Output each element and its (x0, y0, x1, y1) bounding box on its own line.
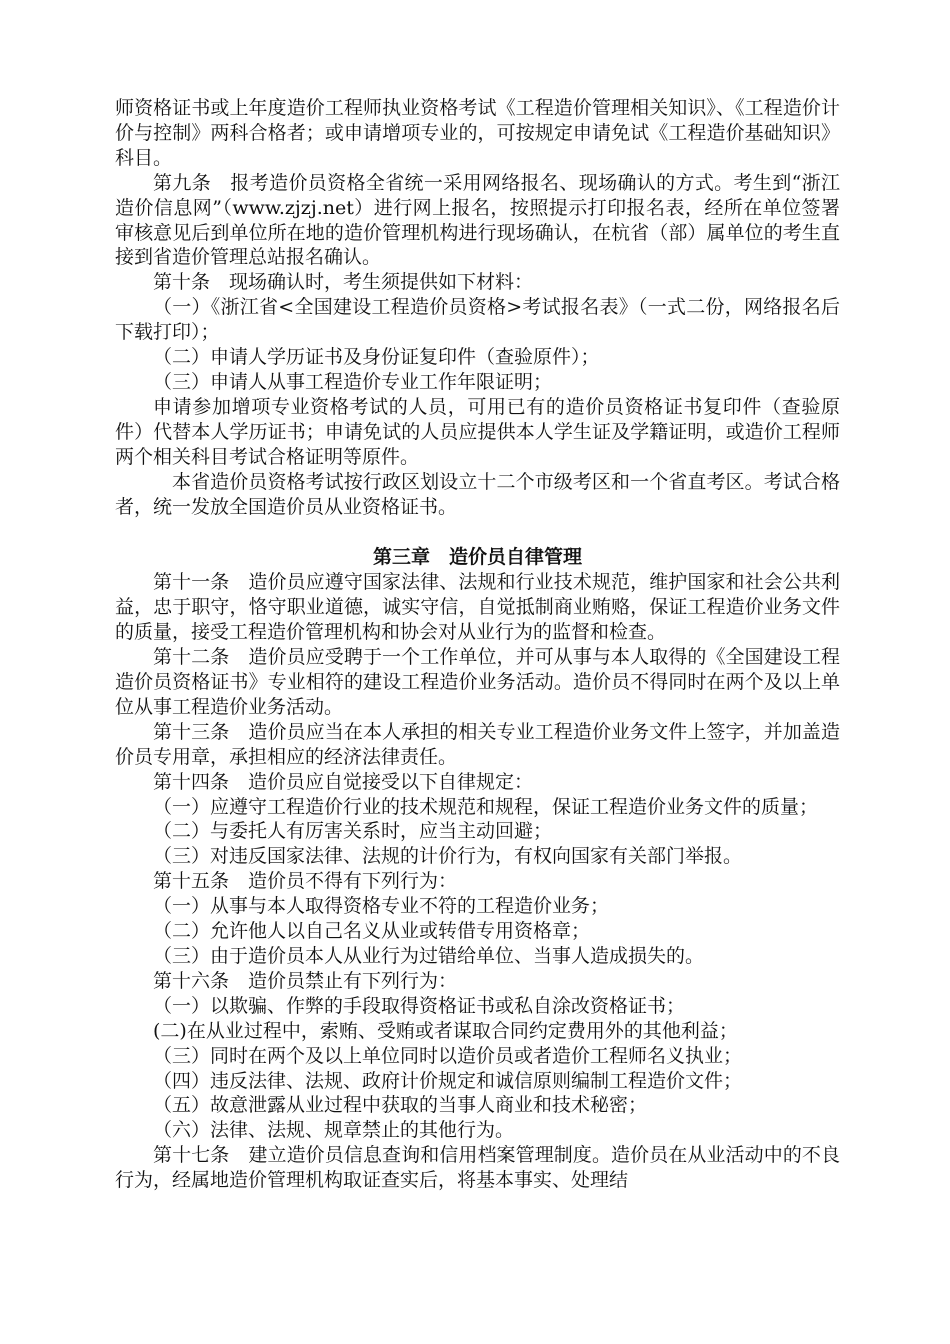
article-16: 第十六条 造价员禁止有下列行为： (153, 969, 458, 992)
article-10-item-3: （三）申请人从事工程造价专业工作年限证明； (153, 370, 553, 393)
article-9: 第九条 报考造价员资格全省统一采用网络报名、现场确认的方式。考生到“浙江造价信息网”（www.zjzj.net）进行网上报名，按照提示打印报名表，经所在单位签署审核意见后到单位所在地的造价管理机构进行现场确认，在杭省（部）属单位的考生直接到省造价管理总站报名确认。 (115, 171, 840, 269)
article-10-item-1: （一）《浙江省<全国建设工程造价员资格>考试报名表》（一式二份，网络报名后下载打印）； (115, 296, 840, 344)
article-12: 第十二条 造价员应受聘于一个工作单位，并可从事与本人取得的《全国建设工程造价员资格证书》专业相符的建设工程造价业务活动。造价员不得同时在两个及以上单位从事工程造价业务活动。 (115, 646, 840, 718)
article-16-item-3: （三）同时在两个及以上单位同时以造价员或者造价工程师名义执业； (153, 1044, 743, 1067)
article-16-item-2: (二)在从业过程中，索贿、受贿或者谋取合同约定费用外的其他利益； (153, 1019, 738, 1042)
article-16-item-4: （四）违反法律、法规、政府计价规定和诚信原则编制工程造价文件； (153, 1069, 743, 1092)
chapter-3-title: 第三章 造价员自律管理 (372, 546, 582, 569)
paragraph-exemption-continued: 师资格证书或上年度造价工程师执业资格考试《工程造价管理相关知识》、《工程造价计价与控制》两科合格者；或申请增项专业的，可按规定申请免试《工程造价基础知识》科目。 (115, 97, 840, 169)
article-14-item-3: （三）对违反国家法律、法规的计价行为，有权向国家有关部门举报。 (153, 845, 743, 868)
article-16-item-6: （六）法律、法规、规章禁止的其他行为。 (153, 1119, 515, 1142)
article-10-supplement: 申请参加增项专业资格考试的人员，可用已有的造价员资格证书复印件（查验原件）代替本人学历证书；申请免试的人员应提供本人学生证及学籍证明，或造价工程师两个相关科目考试合格证明等原件。 (115, 395, 840, 468)
article-16-item-5: （五）故意泄露从业过程中获取的当事人商业和技术秘密； (153, 1094, 648, 1117)
article-14: 第十四条 造价员应自觉接受以下自律规定： (153, 770, 534, 793)
article-10-item-2: （二）申请人学历证书及身份证复印件（查验原件）； (153, 346, 600, 369)
article-15-item-3: （三）由于造价员本人从业行为过错给单位、当事人造成损失的。 (153, 945, 705, 967)
exam-district-paragraph: 本省造价员资格考试按行政区划设立十二个市级考区和一个省直考区。考试合格者，统一发放全国造价员从业资格证书。 (115, 470, 840, 518)
document-page (115, 96, 840, 1193)
article-17: 第十七条 建立造价员信息查询和信用档案管理制度。造价员在从业活动中的不良行为，经属地造价管理机构取证查实后，将基本事实、处理结 (115, 1144, 840, 1192)
article-14-item-2: （二）与委托人有厉害关系时，应当主动回避； (153, 820, 553, 843)
article-11: 第十一条 造价员应遵守国家法律、法规和行业技术规范，维护国家和社会公共利益，忠于职守，恪守职业道德，诚实守信，自觉抵制商业贿赂，保证工程造价业务文件的质量，接受工程造价管理机构和协会对从业行为的监督和检查。 (115, 571, 840, 644)
article-15-item-1: （一）从事与本人取得资格专业不符的工程造价业务； (153, 895, 610, 918)
article-15: 第十五条 造价员不得有下列行为： (153, 870, 458, 893)
article-16-item-1: （一）以欺骗、作弊的手段取得资格证书或私自涂改资格证书； (153, 994, 686, 1017)
article-14-item-1: （一）应遵守工程造价行业的技术规范和规程，保证工程造价业务文件的质量； (153, 795, 819, 818)
article-13: 第十三条 造价员应当在本人承担的相关专业工程造价业务文件上签字，并加盖造价员专用章，承担相应的经济法律责任。 (115, 720, 840, 768)
article-10: 第十条 现场确认时，考生须提供如下材料： (153, 271, 534, 294)
article-15-item-2: （二）允许他人以自己名义从业或转借专用资格章； (153, 920, 591, 943)
